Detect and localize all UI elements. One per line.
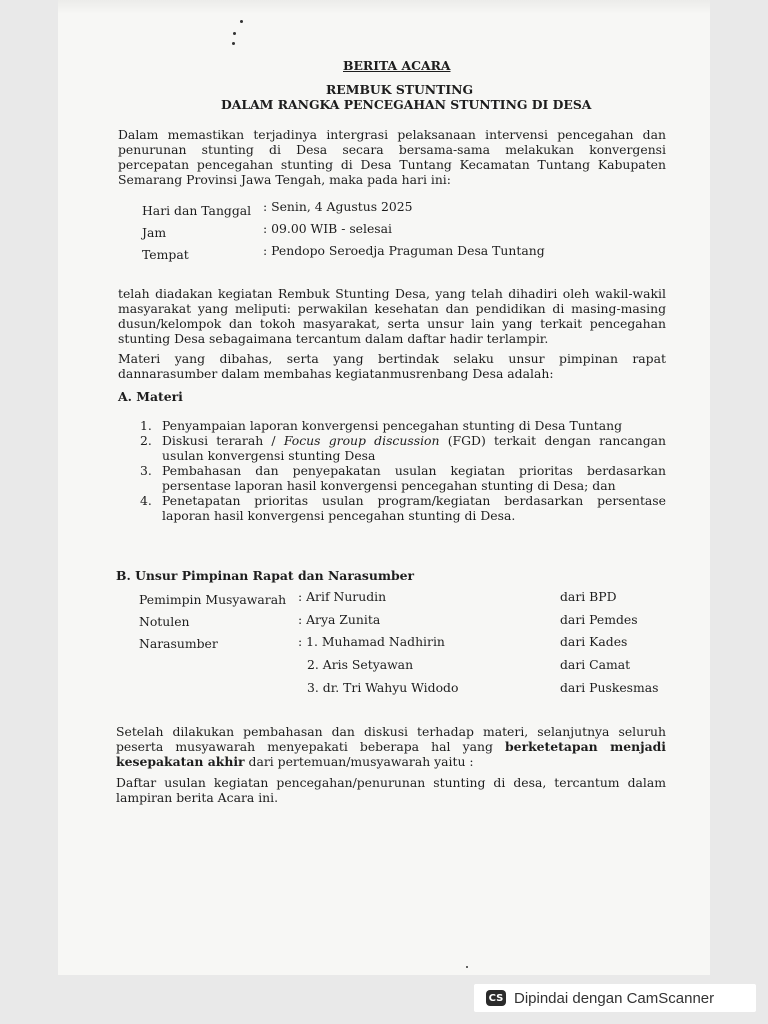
event-label-place: Tempat (142, 247, 189, 262)
intro-line: Semarang Provinsi Jawa Tengah, maka pada hari ini: (118, 172, 451, 187)
list-number: 1. (140, 418, 152, 433)
body-line: dannarasumber dalam membahas kegiatanmusrenbang Desa adalah: (118, 366, 554, 381)
document-subtitle: REMBUK STUNTING (326, 82, 474, 97)
scan-speck (232, 42, 235, 45)
body-line: telah diadakan kegiatan Rembuk Stunting Desa, yang telah dihadiri oleh wakil-wakil (118, 286, 666, 301)
camscanner-icon: CS (486, 990, 506, 1006)
body-line: masyarakat yang meliputi: perwakilan kesehatan dan pendidikan di masing-masing (118, 301, 666, 316)
event-label-date: Hari dan Tanggal (142, 203, 252, 218)
intro-line: penurunan stunting di Desa secara bersama-sama melakukan konvergensi (118, 142, 666, 157)
body-line: Materi yang dibahas, serta yang bertindak selaku unsur pimpinan rapat (118, 351, 666, 366)
list-number: 3. (140, 463, 152, 478)
event-value-date: : Senin, 4 Agustus 2025 (263, 199, 413, 214)
document-title: BERITA ACARA (343, 58, 451, 73)
list-item-text: Penyampaian laporan konvergensi pencegahan stunting di Desa Tuntang (162, 418, 622, 433)
document-subtitle-2: DALAM RANGKA PENCEGAHAN STUNTING DI DESA (221, 97, 592, 112)
camscanner-watermark (474, 984, 756, 1012)
list-item-text: persentase laporan hasil konvergensi pencegahan stunting di Desa; dan (162, 478, 616, 493)
scan-speck (240, 20, 243, 23)
role-label: Notulen (139, 614, 190, 629)
closing-line: kesepakatan akhir dari pertemuan/musyawarah yaitu : (116, 754, 474, 769)
person-name: 3. dr. Tri Wahyu Widodo (307, 680, 459, 695)
closing-line: Setelah dilakukan pembahasan dan diskusi terhadap materi, selanjutnya seluruh (116, 724, 666, 739)
event-label-time: Jam (142, 225, 167, 240)
body-line: dusun/kelompok dan tokoh masyarakat, serta unsur lain yang terkait pencegahan (118, 316, 666, 331)
person-origin: dari Kades (560, 634, 628, 649)
list-number: 4. (140, 493, 152, 508)
camscanner-label: Dipindai dengan CamScanner (514, 989, 715, 1007)
person-origin: dari Camat (560, 657, 631, 672)
role-label: Pemimpin Musyawarah (139, 592, 287, 607)
list-number: 2. (140, 433, 152, 448)
scan-speck (233, 32, 236, 35)
closing-line: peserta musyawarah menyepakati beberapa hal yang berketetapan menjadi (116, 739, 666, 754)
closing-line: Daftar usulan kegiatan pencegahan/penurunan stunting di desa, tercantum dalam (116, 775, 666, 790)
body-line: stunting Desa sebagaimana tercantum dalam daftar hadir terlampir. (118, 331, 549, 346)
list-item-text: Pembahasan dan penyepakatan usulan kegiatan prioritas berdasarkan (162, 463, 666, 478)
role-label: Narasumber (139, 636, 218, 651)
list-item-text: Diskusi terarah / Focus group discussion (FGD) terkait dengan rancangan (162, 433, 667, 448)
closing-line: lampiran berita Acara ini. (116, 790, 279, 805)
list-item-text: usulan konvergensi stunting Desa (162, 448, 376, 463)
intro-line: Dalam memastikan terjadinya intergrasi pelaksanaan intervensi pencegahan dan (118, 127, 666, 142)
event-value-place: : Pendopo Seroedja Praguman Desa Tuntang (263, 243, 545, 258)
scan-speck (466, 966, 468, 968)
section-a-heading: A. Materi (118, 389, 183, 404)
person-name: : Arif Nurudin (298, 589, 387, 604)
event-value-time: : 09.00 WIB - selesai (263, 221, 393, 236)
person-name: 2. Aris Setyawan (307, 657, 414, 672)
list-item-text: Penetapatan prioritas usulan program/kegiatan berdasarkan persentase (162, 493, 666, 508)
person-origin: dari BPD (560, 589, 617, 604)
person-name: : 1. Muhamad Nadhirin (298, 634, 445, 649)
person-name: : Arya Zunita (298, 612, 381, 627)
section-b-heading: B. Unsur Pimpinan Rapat dan Narasumber (116, 568, 415, 583)
person-origin: dari Puskesmas (560, 680, 659, 695)
intro-line: percepatan pencegahan stunting di Desa Tuntang Kecamatan Tuntang Kabupaten (118, 157, 666, 172)
list-item-text: laporan hasil konvergensi pencegahan stunting di Desa. (162, 508, 516, 523)
scan-edge (58, 0, 710, 14)
person-origin: dari Pemdes (560, 612, 638, 627)
